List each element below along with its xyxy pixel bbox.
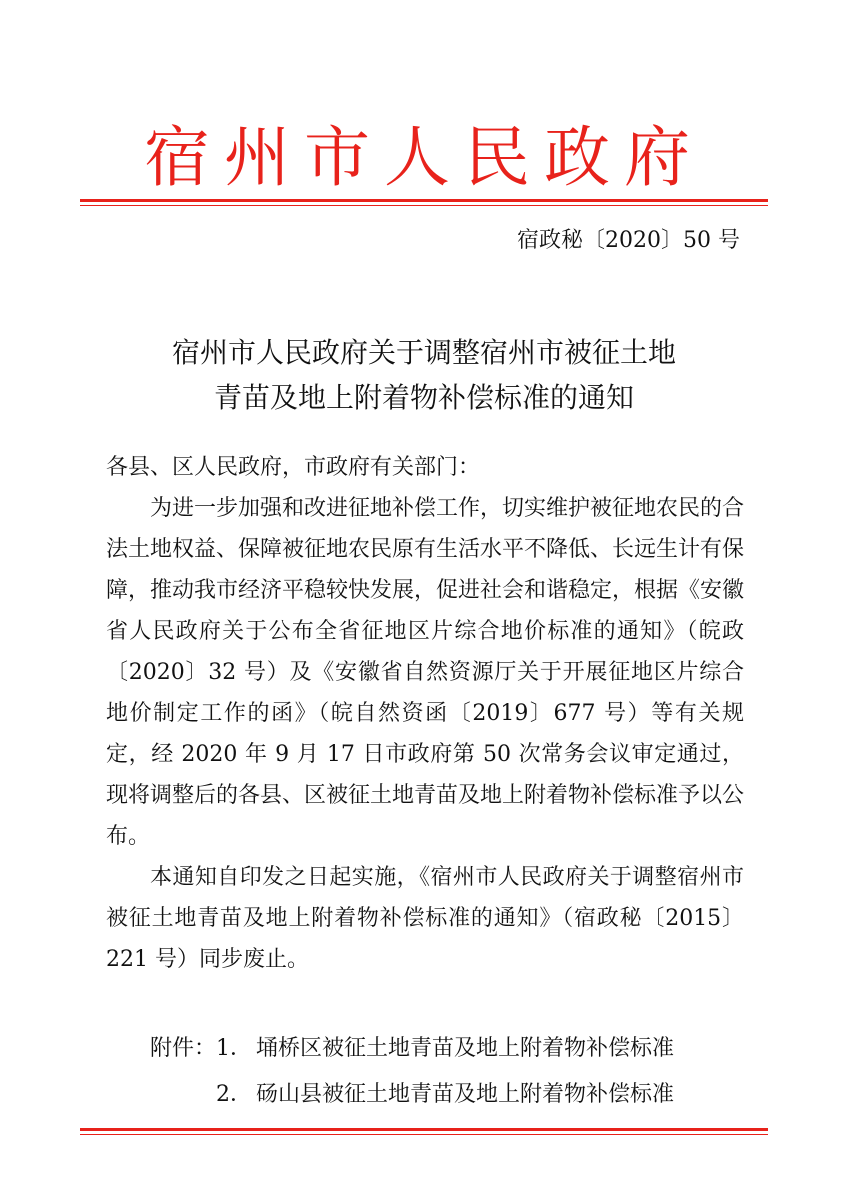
document-body xyxy=(106,447,744,980)
document-title-line1: 宿州市人民政府关于调整宿州市被征土地 xyxy=(171,336,676,369)
footer-divider-thick xyxy=(80,1128,768,1131)
document-number: 宿政秘〔2020〕50 号 xyxy=(517,228,740,253)
attachment-title: 砀山县被征土地青苗及地上附着物补偿标准 xyxy=(256,1082,675,1107)
attachment-number: 1． xyxy=(216,1036,252,1061)
header-divider-thin xyxy=(80,205,768,206)
attachments-label-spacer xyxy=(150,1072,216,1118)
header-divider-thick xyxy=(80,199,768,202)
attachment-item xyxy=(150,1026,674,1072)
salutation: 各县、区人民政府，市政府有关部门： xyxy=(106,455,481,480)
document-title-line2: 青苗及地上附着物补偿标准的通知 xyxy=(213,381,634,414)
document-title xyxy=(80,330,768,420)
attachment-title: 埇桥区被征土地青苗及地上附着物补偿标准 xyxy=(256,1036,675,1061)
attachment-item xyxy=(150,1072,674,1118)
issuer-header: 宿州市人民政府 xyxy=(144,119,704,196)
attachments-list xyxy=(150,1026,674,1118)
paragraph-1: 为进一步加强和改进征地补偿工作，切实维护被征地农民的合法土地权益、保障被征地农民原有生活水平不降低、长远生计有保障，推动我市经济平稳较快发展，促进社会和谐稳定，根据《安徽省人民政府关于公布全省征地区片综合地价标准的通知》（皖政〔2020〕32 号）及《安徽省自然资源厅关于开展征地区片综合地价制定工作的函》（皖自然资函〔2019〕677 号）等有关规定，经 2020 年 9 月 17 日市政府第 50 次常务会议审定通过，现将调整后的各县、区被征土地青苗及地上附着物补偿标准予以公布。 xyxy=(106,496,745,849)
attachment-number: 2． xyxy=(216,1082,252,1107)
paragraph-2: 本通知自印发之日起实施，《宿州市人民政府关于调整宿州市被征土地青苗及地上附着物补偿标准的通知》（宿政秘〔2015〕221 号）同步废止。 xyxy=(106,865,744,972)
attachments-label: 附件： xyxy=(150,1036,217,1061)
footer-divider-thin xyxy=(80,1134,768,1135)
